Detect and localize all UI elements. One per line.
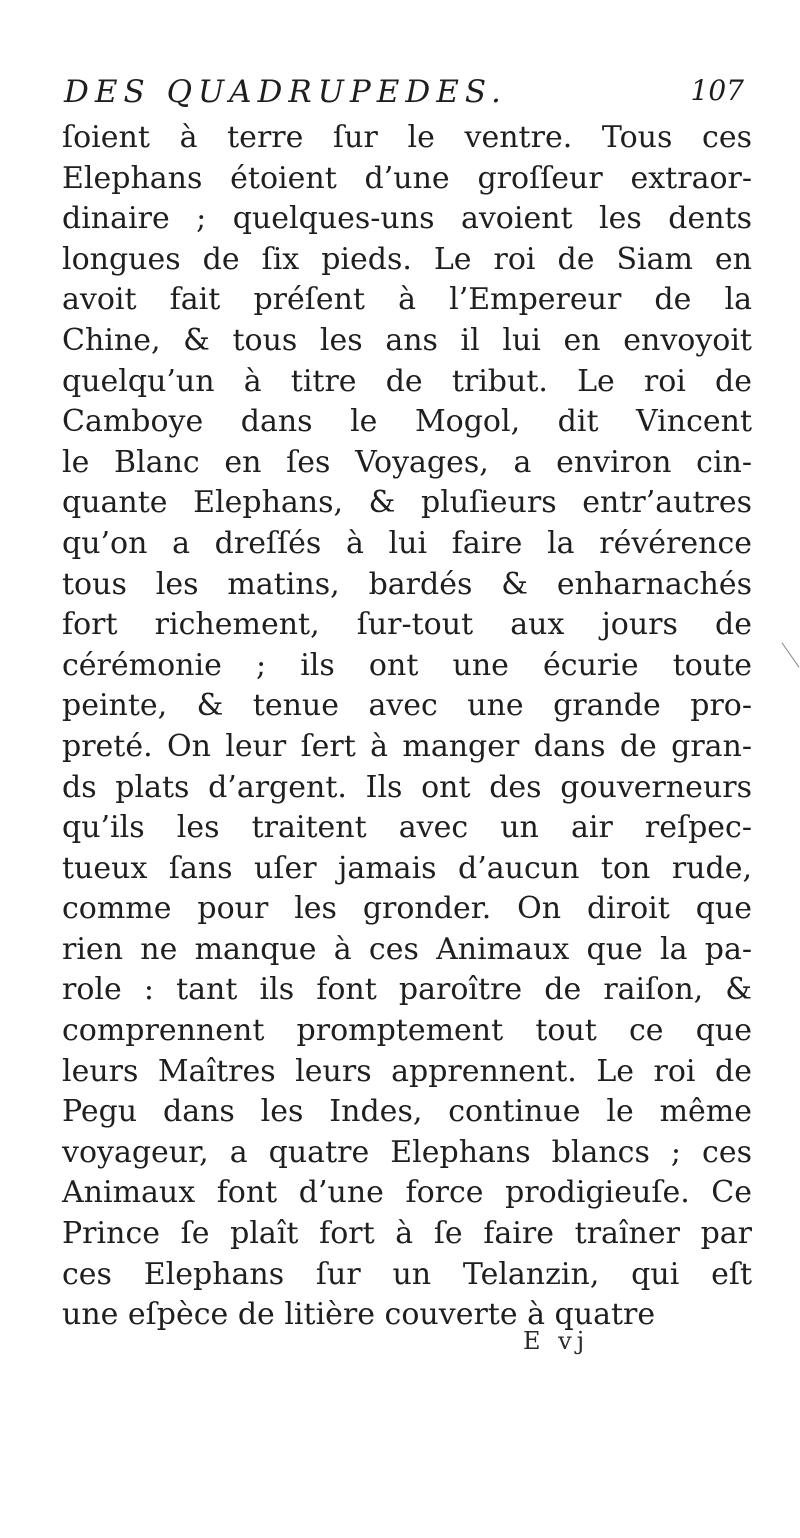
text-line: role : tant ils font paroître de raiſon, &: [62, 972, 752, 1008]
text-line: longues de ſix pieds. Le roi de Siam en: [62, 241, 752, 277]
text-line: tous les matins, bardés & enharnachés: [62, 566, 752, 602]
text-line: voyageur, a quatre Elephans blancs ; ces: [62, 1134, 752, 1170]
body-text: [62, 118, 752, 1336]
running-head: [64, 74, 744, 116]
text-line: preté. On leur ſert à manger dans de gran-: [62, 728, 752, 764]
text-line: Pegu dans les Indes, continue le même: [62, 1094, 752, 1130]
text-line: avoit fait préſent à l’Empereur de la: [62, 282, 752, 318]
text-line: Camboye dans le Mogol, dit Vincent: [62, 404, 752, 440]
text-line: comme pour les gronder. On diroit que: [62, 891, 752, 927]
text-line: quante Elephans, & pluſieurs entr’autres: [62, 485, 752, 521]
text-line: Animaux font d’une force prodigieuſe. Ce: [62, 1175, 752, 1211]
text-line: peinte, & tenue avec une grande pro-: [62, 688, 752, 724]
text-line: quelqu’un à titre de tribut. Le roi de: [62, 363, 752, 399]
text-line: le Blanc en ſes Voyages, a environ cin-: [62, 444, 752, 480]
text-line: Chine, & tous les ans il lui en envoyoit: [62, 322, 752, 358]
text-line: leurs Maîtres leurs apprennent. Le roi de: [62, 1053, 752, 1089]
text-line: qu’ils les traitent avec un air reſpec-: [62, 810, 752, 846]
text-line: Prince ſe plaît fort à ſe faire traîner par: [62, 1216, 752, 1252]
text-line: ds plats d’argent. Ils ont des gouverneurs: [62, 769, 752, 805]
page-number: 107: [690, 74, 744, 107]
running-title: DES QUADRUPEDES.: [64, 74, 507, 110]
margin-stroke: [781, 642, 799, 667]
text-line: Elephans étoient d’une groſſeur extraor-: [62, 160, 752, 196]
text-line: fort richement, ſur-tout aux jours de: [62, 607, 752, 643]
text-line: ces Elephans ſur un Telanzin, qui eſt: [62, 1256, 752, 1292]
text-line: comprennent promptement tout ce que: [62, 1013, 752, 1049]
text-line: dinaire ; quelques-uns avoient les dents: [62, 201, 752, 237]
text-line: qu’on a dreſſés à lui faire la révérence: [62, 525, 752, 561]
text-line: ſoient à terre ſur le ventre. Tous ces: [62, 120, 752, 155]
text-line: une eſpèce de litière couverte à quatre: [62, 1297, 656, 1333]
text-line: tueux ſans uſer jamais d’aucun ton rude,: [62, 850, 752, 886]
text-line: rien ne manque à ces Animaux que la pa-: [62, 931, 752, 967]
signature-mark: E vj: [523, 1327, 590, 1355]
text-line: cérémonie ; ils ont une écurie toute: [62, 647, 752, 683]
